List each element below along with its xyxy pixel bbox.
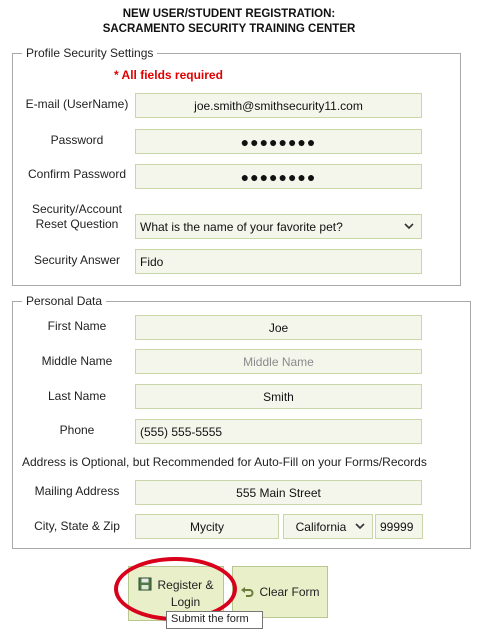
state-select[interactable]	[283, 514, 373, 539]
confirm-password-label: Confirm Password	[27, 167, 127, 181]
password-label: Password	[50, 133, 104, 147]
first-name-label: First Name	[47, 319, 107, 333]
required-note: * All fields required	[114, 68, 223, 82]
middle-name-field[interactable]	[135, 349, 422, 374]
last-name-label: Last Name	[47, 389, 107, 403]
register-login-label-line2: Login	[170, 594, 201, 609]
address-note: Address is Optional, but Recommended for Auto-Fill on your Forms/Records	[22, 455, 427, 469]
personal-data-legend: Personal Data	[26, 294, 103, 308]
chevron-down-icon	[354, 520, 366, 532]
submit-tooltip: Submit the form	[166, 611, 263, 629]
register-login-label-line1: Register &	[157, 577, 214, 592]
phone-field[interactable]	[135, 419, 422, 444]
city-field[interactable]	[135, 514, 279, 539]
state-value: California	[295, 519, 347, 534]
security-question-select[interactable]	[135, 214, 422, 239]
security-question-label-line2: Reset Question	[35, 217, 119, 231]
undo-arrow-icon	[240, 585, 254, 599]
chevron-down-icon	[403, 220, 415, 232]
security-answer-label: Security Answer	[33, 253, 121, 267]
middle-name-label: Middle Name	[41, 354, 113, 368]
zip-field[interactable]	[375, 514, 423, 539]
profile-security-legend: Profile Security Settings	[26, 46, 154, 60]
page-title	[0, 7, 458, 37]
security-question-label-line1: Security/Account	[31, 202, 123, 216]
email-label: E-mail (UserName)	[25, 97, 129, 111]
mailing-address-field[interactable]	[135, 480, 422, 505]
phone-label: Phone	[59, 423, 95, 437]
city-state-zip-label: City, State & Zip	[34, 519, 120, 533]
page-title-line2: SACRAMENTO SECURITY TRAINING CENTER	[102, 23, 356, 35]
security-question-label	[17, 202, 137, 232]
security-question-value: What is the name of your favorite pet?	[140, 219, 343, 234]
last-name-field[interactable]	[135, 384, 422, 409]
email-field[interactable]	[135, 93, 422, 118]
clear-form-label: Clear Form	[259, 585, 320, 599]
mailing-address-label: Mailing Address	[34, 484, 120, 498]
first-name-field[interactable]	[135, 315, 422, 340]
confirm-password-field[interactable]	[135, 164, 422, 189]
security-answer-field[interactable]	[135, 249, 422, 274]
page-title-line1: NEW USER/STUDENT REGISTRATION:	[122, 8, 336, 20]
password-field[interactable]	[135, 129, 422, 154]
